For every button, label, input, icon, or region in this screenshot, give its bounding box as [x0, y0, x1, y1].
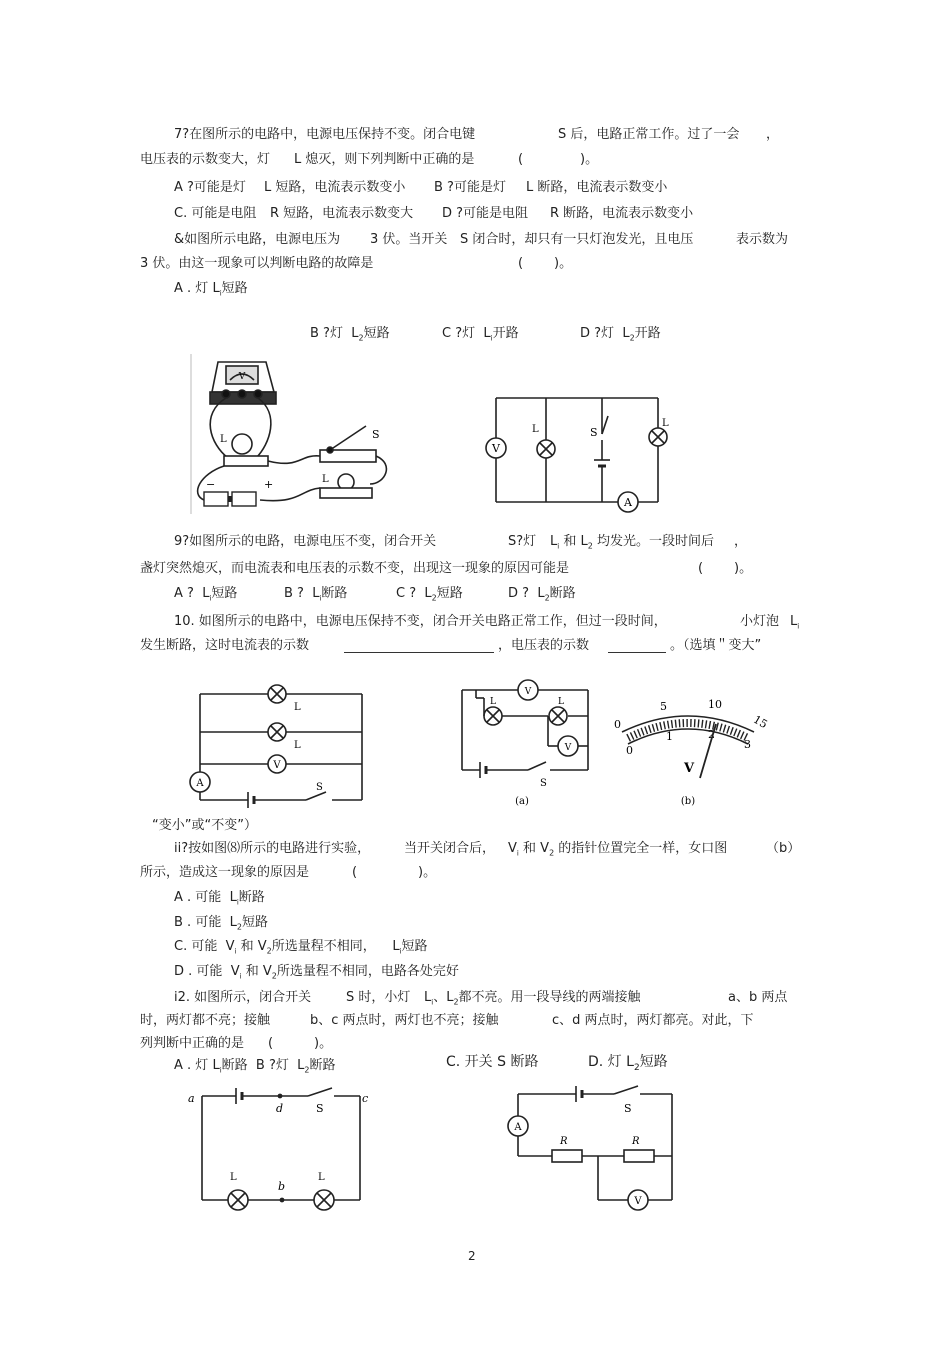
- q9-option-c: C ? $L_2$短路: [396, 586, 463, 603]
- voltmeter-device-icon: [210, 362, 276, 404]
- lamp-l2-icon: [649, 428, 667, 446]
- q10-line2a: 发生断路，这时电流表的示数: [140, 638, 310, 653]
- q8-line1d: 表示数为: [736, 232, 789, 247]
- q8-option-d: D ?灯 $L_2$开路: [580, 326, 661, 343]
- q11-meter-b-diagram: [604, 680, 772, 808]
- lamp-l2-icon: [268, 723, 286, 741]
- q12-option-a: A . 灯 $L_i$断路 B ?灯 $L_2$断路: [174, 1058, 336, 1075]
- switch-label: S: [590, 426, 598, 439]
- q7-option-b-text: L 断路，电流表示数变小: [526, 180, 668, 195]
- q12-line2a: 时，两灯都不亮；接触: [140, 1013, 271, 1028]
- q11-line1c: $V_i$ 和 $V_2$ 的指针位置完全一样，女口图: [508, 841, 728, 858]
- q7-option-c: C. 可能是电阻: [174, 206, 257, 221]
- q10-line1c: $L_i$: [790, 614, 800, 631]
- q11-line1b: 当开关闭合后，: [404, 841, 496, 856]
- q10-line2c: 。（选填＂变大”: [670, 638, 762, 653]
- q9-option-b: B ? $L_i$断路: [284, 586, 348, 603]
- ammeter-label: A: [514, 1122, 522, 1133]
- q9-option-a: A ? $L_i$短路: [174, 586, 238, 603]
- voltmeter-v1-label: V: [524, 687, 532, 697]
- bulb-l1-icon: [224, 434, 268, 466]
- lamp-l2-label: L: [558, 697, 564, 707]
- q11-option-c: C. 可能 $V_i$ 和 $V_2$所选量程不相同， $L_i$短路: [174, 939, 428, 956]
- q8-line1a: &如图所示电路，电源电压为: [174, 232, 341, 247]
- q7-option-a-text: L 短路，电流表示数变小: [264, 180, 406, 195]
- q10-line3: “变小”或“不变”）: [152, 818, 257, 833]
- lamp-l1-icon: [537, 440, 555, 458]
- q7-paren-open: (: [518, 152, 524, 167]
- q10-answer-blank-1[interactable]: [344, 640, 494, 653]
- resistor-r2-label: R: [632, 1136, 640, 1147]
- lamp-l1-label: L: [532, 424, 539, 435]
- q12-line1b: S 时，小灯: [346, 990, 411, 1005]
- lamp-l2-icon: [549, 707, 567, 725]
- q12-line2c: c、d 两点时，两灯都亮。对此，下: [552, 1013, 754, 1028]
- bulb-l2-label: L: [322, 474, 329, 485]
- lamp-l2-label: L: [294, 740, 301, 751]
- point-d-label: d: [276, 1102, 284, 1115]
- scale-lower-1: 1: [666, 730, 673, 743]
- q12-circuit-right-diagram: [446, 1080, 692, 1216]
- lamp-l2-label: L: [662, 418, 669, 429]
- lamp-l1-icon: [268, 685, 286, 703]
- scale-lower-3: 3: [744, 738, 751, 751]
- q7-option-c-text: R 短路，电流表示数变大: [270, 206, 414, 221]
- q8-option-c: C ?灯 $L_i$开路: [442, 326, 519, 343]
- switch-label: S: [540, 778, 547, 789]
- q8-physical-diagram: [190, 354, 680, 514]
- q12-paren-close: )。: [314, 1036, 333, 1051]
- q12-line1f: a、b 两点: [728, 990, 788, 1005]
- q8-paren-open: (: [518, 256, 524, 271]
- scale-lower-0: 0: [626, 744, 633, 757]
- scale-lower-2: 2: [708, 728, 715, 741]
- q10-circuit-diagram: [186, 678, 392, 806]
- lamp-l1-icon: [484, 707, 502, 725]
- lamp-l2-label: L: [318, 1172, 325, 1183]
- q8-option-b: B ?灯 $L_2$短路: [310, 326, 390, 343]
- bulb-l1-label: L: [220, 434, 227, 445]
- q12-option-c: C. 开关 S 断路: [446, 1054, 539, 1070]
- voltmeter-label: V: [634, 1196, 642, 1207]
- q8-line1c: S 闭合时，却只有一只灯泡发光，且电压: [460, 232, 694, 247]
- q9-paren-close: )。: [734, 561, 753, 576]
- q7-option-d-text: R 断路，电流表示数变小: [550, 206, 694, 221]
- q11-paren-open: (: [352, 865, 358, 880]
- q8-line1b: 3 伏。当开关: [370, 232, 448, 247]
- q8-paren-close: )。: [554, 256, 573, 271]
- page-number: 2: [468, 1249, 476, 1263]
- voltmeter-label: V: [273, 760, 281, 771]
- voltmeter-device-label: V: [238, 372, 246, 382]
- q10-line1b: 小灯泡: [740, 614, 780, 629]
- q11-line2a: 所示，造成这一现象的原因是: [140, 865, 310, 880]
- q8-option-a: A . 灯 $L_i$短路: [174, 281, 248, 298]
- voltmeter-v2-label: V: [564, 743, 572, 753]
- ammeter-label: A: [196, 778, 204, 789]
- q9-line1c: $L_i$ 和 $L_2$ 均发光。一段时间后: [550, 534, 714, 551]
- battery-pack-icon: [204, 492, 256, 506]
- meter-v-label: V: [684, 761, 695, 776]
- point-c-label: c: [362, 1092, 369, 1105]
- q12-circuit-left-diagram: [186, 1080, 376, 1216]
- battery-minus-label: −: [206, 478, 216, 491]
- switch-label: S: [316, 782, 323, 793]
- scale-upper-15: 15: [751, 712, 770, 732]
- q7-line2a: 电压表的示数变大，灯: [140, 152, 271, 167]
- q7-line2b: L 熄灭，则下列判断中正确的是: [294, 152, 475, 167]
- q7-line1b: S 后，电路正常工作。过了一会: [558, 127, 740, 142]
- q7-option-d: D ?可能是电阻: [442, 206, 529, 221]
- q12-line3a: 列判断中正确的是: [140, 1036, 245, 1051]
- figure-a-caption: (a): [515, 796, 529, 807]
- lamp-l1-icon: [228, 1190, 248, 1210]
- resistor-r1-label: R: [560, 1136, 568, 1147]
- q11-option-a: A . 可能 $L_i$断路: [174, 890, 265, 907]
- q11-paren-close: )。: [418, 865, 437, 880]
- q7-line1c: ，: [766, 127, 780, 142]
- lamp-l2-icon: [314, 1190, 334, 1210]
- voltmeter-label: V: [492, 442, 500, 455]
- q9-line2a: 盏灯突然熄灭，而电流表和电压表的示数不变，出现这一现象的原因可能是: [140, 561, 570, 576]
- q7-option-a: A ?可能是灯: [174, 180, 246, 195]
- switch-device-label: S: [372, 428, 380, 441]
- q11-line1a: ii?按如图⑻所示的电路进行实验，: [174, 841, 371, 856]
- scale-upper-10: 10: [708, 698, 722, 711]
- q12-line1c: $L_i$、$L_2$都不亮。用一段导线的两端接触: [424, 990, 641, 1007]
- q10-answer-blank-2[interactable]: [608, 640, 666, 653]
- battery-plus-label: +: [264, 478, 274, 491]
- switch-device-icon: [320, 426, 376, 462]
- q7-paren-close: )。: [580, 152, 599, 167]
- switch-label: S: [316, 1102, 324, 1115]
- q10-line2b: ，电压表的示数: [498, 638, 590, 653]
- scale-upper-0: 0: [614, 718, 621, 731]
- figure-b-caption: (b): [680, 796, 696, 807]
- q12-option-d: D. 灯 $L_2$短路: [588, 1054, 668, 1073]
- lamp-l1-label: L: [294, 702, 301, 713]
- q9-line1b: S?灯: [508, 534, 537, 549]
- q7-line1a: 7?在图所示的电路中，电源电压保持不变。闭合电键: [174, 127, 476, 142]
- point-b-label: b: [278, 1180, 286, 1193]
- q8-line2a: 3 伏。由这一现象可以判断电路的故障是: [140, 256, 374, 271]
- lamp-l1-label: L: [230, 1172, 237, 1183]
- q9-paren-open: (: [698, 561, 704, 576]
- q12-line2b: b、c 两点时，两灯也不亮；接触: [310, 1013, 499, 1028]
- q8-schematic: [496, 398, 658, 502]
- resistor-r2-icon: [624, 1150, 654, 1162]
- q12-paren-open: (: [268, 1036, 274, 1051]
- scale-upper-5: 5: [660, 700, 667, 713]
- q11-circuit-a-diagram: [456, 676, 598, 808]
- q9-line1g: ，: [734, 534, 748, 549]
- q7-option-b: B ?可能是灯: [434, 180, 506, 195]
- resistor-r1-icon: [552, 1150, 582, 1162]
- q9-line1a: 9?如图所示的电路，电源电压不变，闭合开关: [174, 534, 437, 549]
- ammeter-label: A: [624, 496, 632, 509]
- q11-option-b: B . 可能 $L_2$短路: [174, 915, 268, 932]
- q12-line1a: i2. 如图所示，闭合开关: [174, 990, 312, 1005]
- switch-label: S: [624, 1102, 632, 1115]
- q11-option-d: D . 可能 $V_i$ 和 $V_2$所选量程不相同，电路各处完好: [174, 964, 459, 981]
- lamp-l1-label: L: [490, 697, 496, 707]
- q11-line1g: （b）: [766, 841, 801, 856]
- q9-option-d: D ? $L_2$断路: [508, 586, 576, 603]
- point-a-label: a: [188, 1092, 195, 1105]
- q10-line1a: 10. 如图所示的电路中，电源电压保持不变，闭合开关电路正常工作，但过一段时间，: [174, 614, 667, 629]
